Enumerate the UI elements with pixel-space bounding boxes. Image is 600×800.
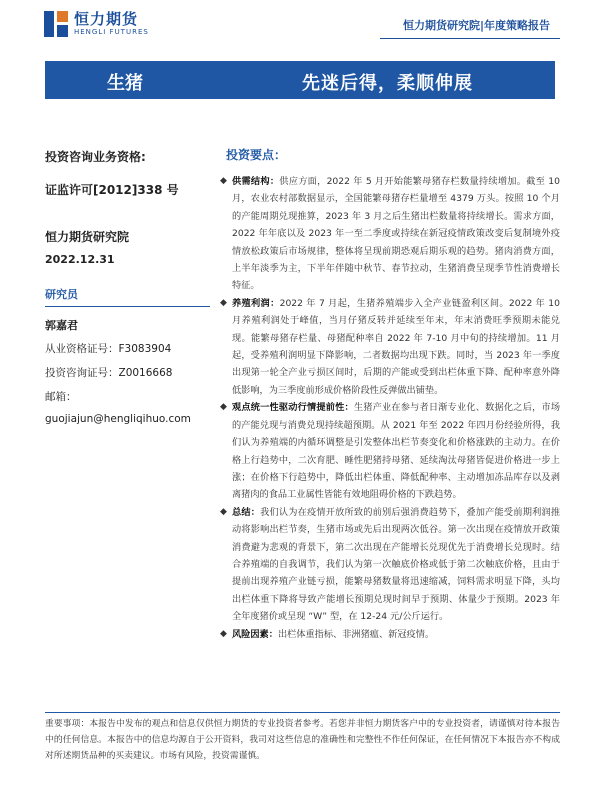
key-point-label: 风险因素： [232, 628, 278, 640]
key-point-label: 养殖利润： [232, 297, 280, 309]
bullet-icon: ◆ [220, 506, 227, 517]
sidebar-info [45, 148, 220, 434]
researcher-heading: 研究员 [45, 286, 210, 307]
key-point-risk [218, 626, 560, 643]
bullet-icon: ◆ [220, 176, 227, 186]
key-point-text: 生猪产业在参与者日渐专业化、数据化之后，市场的产能兑现与消费兑现持续超预期。从 2021 年至 2022 年四月份经验所得，我们认为养殖端的内循环调整是引发整体出栏节奏变化和价格涨跌的主动力。在价格上行趋势中，二次育肥、睡性肥猪持母猪、延续淘汰母猪皆促进价格进一步上涨；在价格下行趋势中，降低出栏体重、降低配种率、主动增加冻品库存以及剥离猪肉的食品工业属性皆能有效地阻碍价格的下跌趋势。 [232, 402, 561, 501]
report-title: 先迷后得，柔顺伸展 [302, 73, 473, 94]
logo-mark-icon [44, 11, 68, 37]
page-header [0, 0, 600, 52]
bullet-icon: ◆ [220, 628, 227, 639]
email-label: 邮箱： [45, 391, 77, 403]
logo-english-name: HENGLI FUTURES [74, 28, 149, 36]
company-logo [44, 11, 149, 37]
bullet-icon: ◆ [220, 402, 227, 413]
institute-name: 恒力期货研究院 [45, 230, 130, 244]
key-point-text: 2022 年 7 月起，生猪养殖端步入全产业链盈利区间。2022 年 10 月养殖利润处于峰值，当月仔猪反转并延续至年末，年末消费旺季预期未能兑现。能繁母猪存栏量、母猪配种率自 2022 年 7-10 月中旬的持续增加。11 月起，受养殖利润明显下降影响，二者数据均出现下跌。同时，当 2023 年一季度出现第一轮全产业亏损区间时，后期的产能或受到出栏体重下降、配种率意外降低影响，为三季度前形成价格阶段性反弹做出铺垫。 [232, 297, 561, 396]
report-type-label: 恒力期货研究院|年度策略报告 [402, 19, 550, 32]
header-divider [380, 38, 560, 39]
disclaimer: 重要事项：本报告中发布的观点和信息仅供恒力期货的专业投资者参考。若您并非恒力期货客户中的专业投资者，请谨慎对待本报告中的任何信息。本报告中的信息均源自于公开资料，我司对这些信息的准确性和完整性不作任何保证，在任何情况下本报告亦不构成对所述期货品种的买卖建议。市场有风险，投资需谨慎。 [45, 719, 560, 761]
key-point-supply-demand [218, 173, 560, 295]
footer-divider [45, 712, 560, 713]
key-point-consensus [218, 399, 560, 503]
logo-chinese-name: 恒力期货 [74, 10, 139, 28]
key-point-label: 供需结构： [232, 176, 280, 187]
key-point-text: 出栏体重指标、非洲猪瘟、新冠疫情。 [277, 628, 435, 640]
key-point-text: 供应方面，2022 年 5 月开始能繁母猪存栏数量持续增加。截至 10 月，农业农村部数据显示，全国能繁母猪存栏量增至 4379 万头。按照 10 个月的产能周期兑现推算，2023 年 3 月之后生猪出栏数量将持续增长。需求方面，2022 年年底以及 2023 年一至二季度或持续在新冠疫情政策改变后复制境外疫情放松政策后市场规律，整体将呈现前期恐观后期乐观的趋势。猪肉消费方面，上半年淡季为主，下半年伴随中秋节、春节拉动，生猪消费呈现季节性消费增长特征。 [232, 176, 560, 292]
qualification-label: 投资咨询业务资格: [45, 150, 146, 164]
consulting-cert: 投资咨询证号：Z0016668 [45, 367, 173, 379]
bullet-icon: ◆ [220, 297, 227, 308]
email-address[interactable]: guojiajun@hengliqihuo.com [45, 413, 191, 425]
key-point-summary [218, 504, 560, 626]
key-point-label: 观点统一性驱动行情提前性： [232, 402, 354, 414]
license-number: 证监许可[2012]338 号 [45, 183, 179, 197]
key-point-text: 我们认为在疫情开放所致的前别后强消费趋势下，叠加产能受前期利润推动将影响出栏节奏，生猪市场或先后出现两次低谷。第一次出现在疫情放开政策消费避为悲观的背景下，第二次出现在产能增长兑现优先于消费增长兑现时。结合养殖端的自我调节，我们认为第一次触底价格或低于第二次触底价格，且由于提前出现养殖产业链亏损，能繁母猪数量将迅速缩减，饲料需求明显下降，头均出栏体重下降将导致产能增长预期兑现时间早于预期、体量少于预期。2023 年全年度猪价或呈现 “W” 型，在 12-24 元/公斤运行。 [232, 506, 561, 623]
qualification-cert: 从业资格证号：F3083904 [45, 343, 172, 355]
report-date: 2022.12.31 [45, 253, 115, 266]
key-points-section [218, 146, 560, 643]
researcher-name: 郭嘉君 [45, 319, 78, 332]
key-point-profit [218, 295, 560, 399]
banner-category: 生猪 [107, 73, 143, 94]
key-point-label: 总结： [232, 506, 261, 518]
key-points-title: 投资要点： [226, 148, 287, 162]
title-banner [45, 61, 555, 99]
